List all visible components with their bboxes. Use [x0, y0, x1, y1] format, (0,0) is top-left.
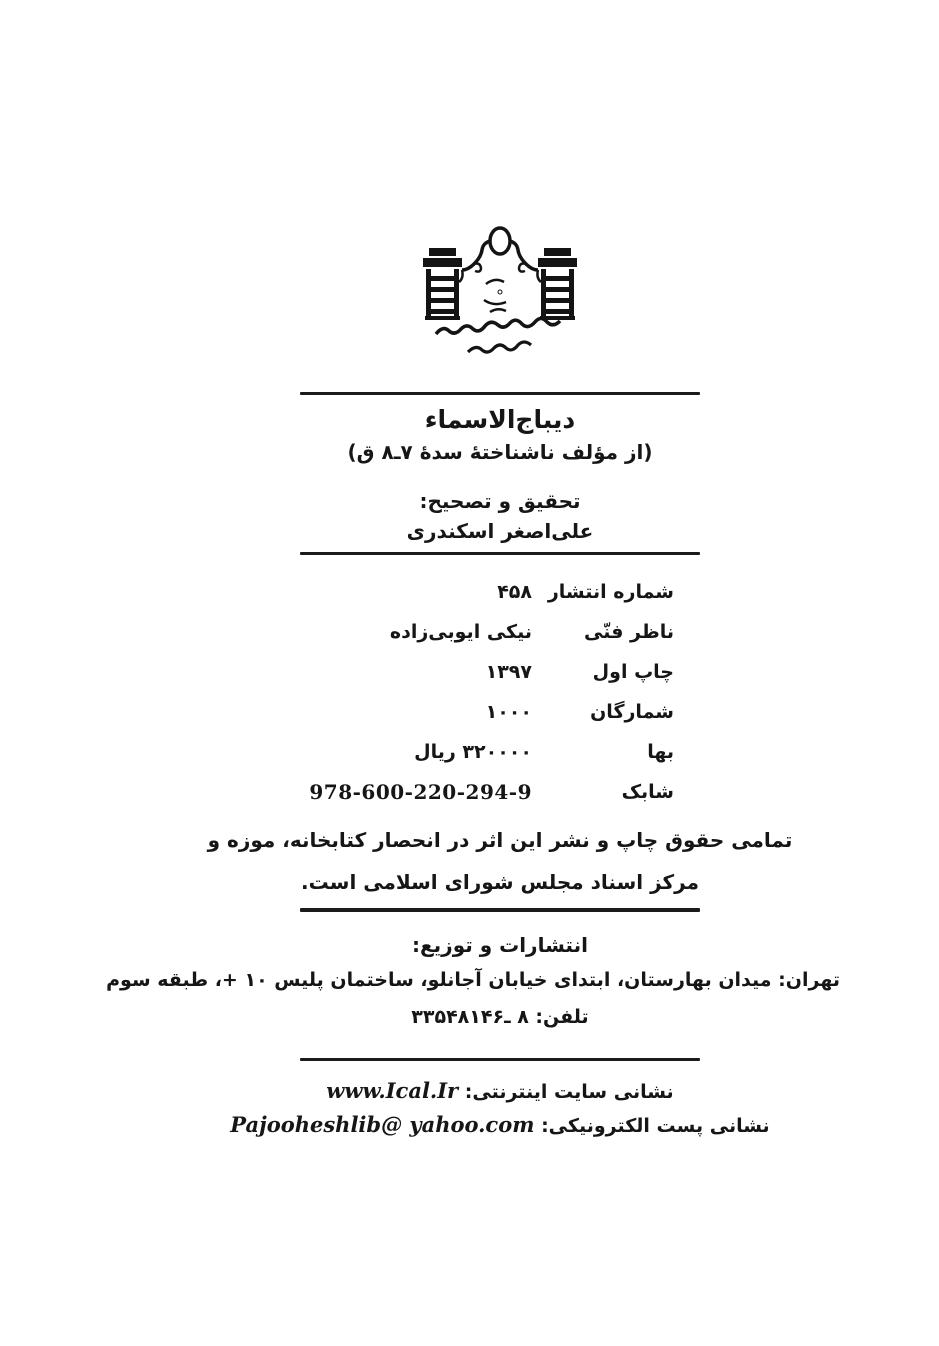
- row-value: ۱۰۰۰: [485, 701, 532, 723]
- copyright-line-2: مرکز اسناد مجلس شورای اسلامی است.: [301, 870, 699, 894]
- email-line: [160, 1112, 840, 1137]
- library-emblem-icon: [412, 226, 588, 368]
- isbn-value: 978-600-220-294-9: [309, 780, 532, 804]
- row-label: شابک: [621, 781, 674, 803]
- email-label: نشانی پست الکترونیکی:: [541, 1115, 770, 1137]
- publisher-address: تهران: میدان بهارستان، ابتدای خیابان آجانلو، ساختمان پلیس ۱۰ +، طبقه سوم: [106, 969, 840, 991]
- book-subtitle: (از مؤلف ناشناختهٔ سدهٔ ۷ـ۸ ق): [347, 440, 653, 464]
- divider-rule: [300, 392, 700, 395]
- email-address: Pajooheshlib@ yahoo.com: [230, 1112, 535, 1137]
- table-row-print-run: [242, 699, 674, 726]
- website-line: [160, 1078, 840, 1103]
- publisher-phone: تلفن: ۸ ـ۳۳۵۴۸۱۴۶: [411, 1006, 589, 1028]
- colophon-content: [106, 0, 840, 1137]
- copyright-line-1: تمامی حقوق چاپ و نشر این اثر در انحصار کتابخانه، موزه و: [207, 828, 793, 852]
- row-value: ۴۵۸: [497, 581, 532, 603]
- divider-rule: [300, 1058, 700, 1061]
- editor-role-label: تحقیق و تصحیح:: [419, 489, 581, 513]
- row-label: شمارگان: [590, 701, 674, 723]
- website-label: نشانی سایت اینترنتی:: [464, 1081, 674, 1103]
- website-url: www.Ical.Ir: [326, 1078, 459, 1103]
- editor-name: علی‌اصغر اسکندری: [406, 519, 594, 543]
- publication-info-table: [242, 579, 674, 806]
- row-label: شماره انتشار: [547, 581, 674, 603]
- table-row-publication-number: [242, 579, 674, 606]
- copyright-statement: [160, 819, 840, 903]
- divider-rule: [300, 552, 700, 555]
- table-row-price: [242, 739, 674, 766]
- publisher-logo: [412, 0, 588, 372]
- row-value: ۱۳۹۷: [485, 661, 532, 683]
- row-label: ناظر فنّی: [583, 621, 674, 643]
- distribution-heading: انتشارات و توزیع:: [412, 933, 588, 957]
- book-title: دیباج‌الاسماء: [424, 405, 576, 434]
- table-row-technical-supervisor: [242, 619, 674, 646]
- table-row-edition: [242, 659, 674, 686]
- table-row-isbn: [242, 779, 674, 806]
- row-label: بها: [647, 741, 674, 763]
- row-label: چاپ اول: [592, 661, 674, 683]
- divider-rule: [300, 908, 700, 912]
- row-value: نیکی ایوبی‌زاده: [389, 621, 532, 643]
- row-value: ۳۲۰۰۰۰ ریال: [414, 741, 532, 763]
